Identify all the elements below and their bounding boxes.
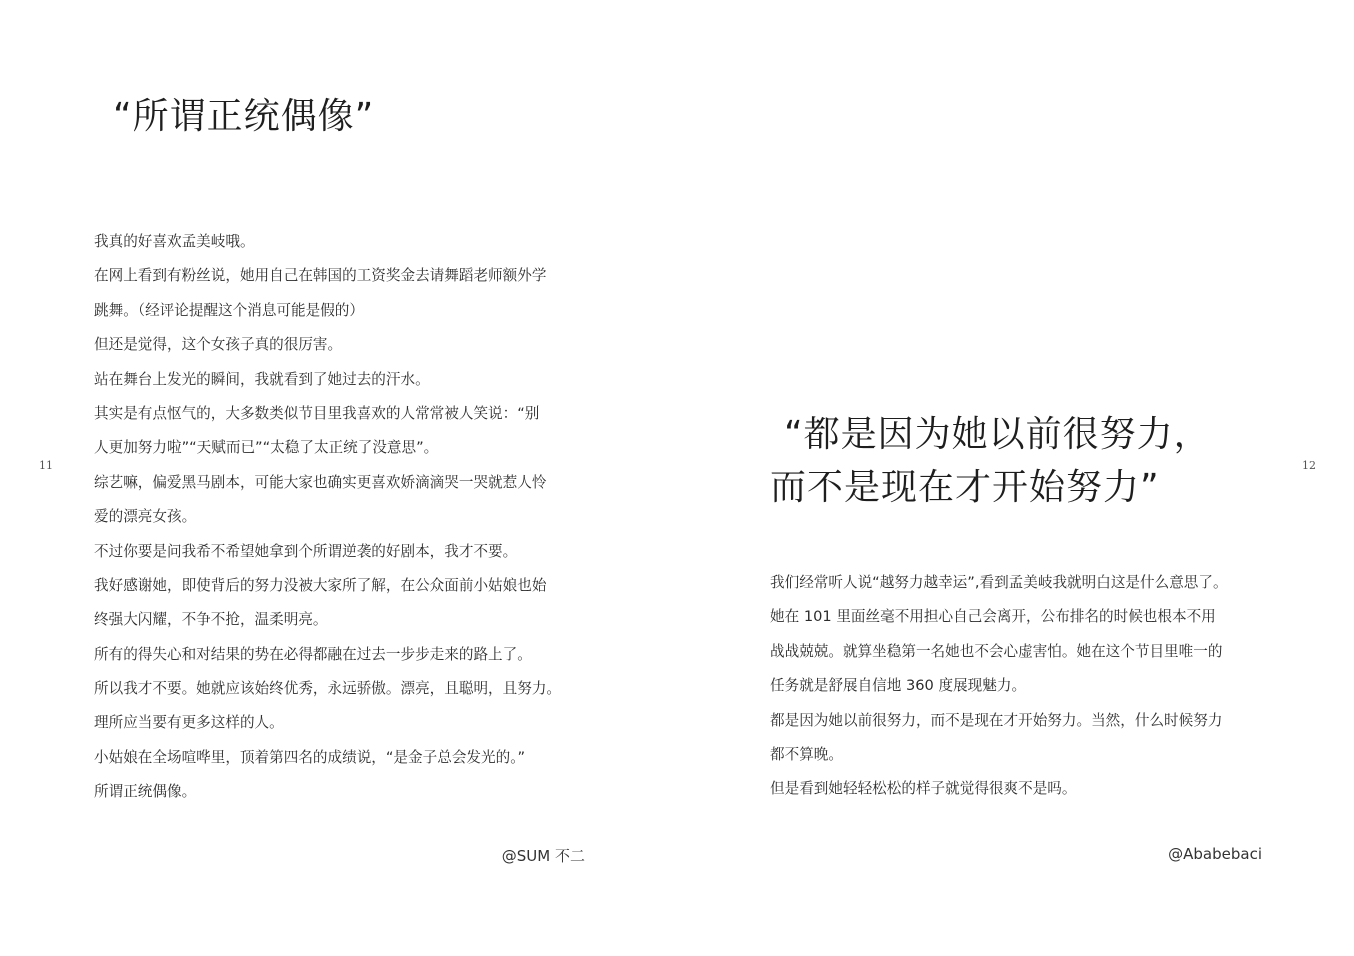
text-line: 理所应当要有更多这样的人。	[94, 714, 284, 732]
text-line: 综艺嘛，偏爱黑马剧本，可能大家也确实更喜欢娇滴滴哭一哭就惹人怜	[94, 473, 547, 491]
title-line: “都是因为她以前很努力，	[784, 414, 1211, 455]
text-line: 我好感谢她，即使背后的努力没被大家所了解，在公众面前小姑娘也始	[94, 576, 547, 594]
body-text	[94, 225, 594, 810]
text-line: 人更加努力啦”“天赋而已”“太稳了太正统了没意思”。	[94, 439, 439, 457]
text-line: 都是因为她以前很努力，而不是现在才开始努力。当然，什么时候努力	[770, 711, 1223, 729]
author-signature: @Ababebaci	[1168, 845, 1262, 863]
text-line: 所谓正统偶像。	[94, 783, 197, 801]
text-line: 其实是有点怄气的，大多数类似节目里我喜欢的人常常被人笑说：“别	[94, 404, 540, 422]
right-page	[677, 0, 1354, 956]
text-line: 但还是觉得，这个女孩子真的很厉害。	[94, 336, 343, 354]
text-line: 小姑娘在全场喧哗里，顶着第四名的成绩说，“是金子总会发光的。”	[94, 748, 526, 766]
text-line: 都不算晚。	[770, 745, 843, 763]
text-line: 不过你要是问我希不希望她拿到个所谓逆袭的好剧本，我才不要。	[94, 542, 518, 560]
text-line: 所以我才不要。她就应该始终优秀，永远骄傲。漂亮，且聪明，且努力。	[94, 680, 562, 698]
text-line: 所有的得失心和对结果的势在必得都融在过去一步步走来的路上了。	[94, 645, 532, 663]
body-text	[770, 566, 1270, 807]
page-number: 11	[39, 459, 53, 472]
text-line: 站在舞台上发光的瞬间，我就看到了她过去的汗水。	[94, 370, 430, 388]
author-signature: @SUM 不二	[501, 847, 585, 865]
text-line: 爱的漂亮女孩。	[94, 508, 197, 526]
text-line: 她在 101 里面丝毫不用担心自己会离开，公布排名的时候也根本不用	[770, 608, 1216, 626]
page-title: “所谓正统偶像”	[113, 96, 375, 137]
text-line: 跳舞。（经评论提醒这个消息可能是假的）	[94, 301, 364, 319]
text-line: 终强大闪耀，不争不抢，温柔明亮。	[94, 611, 328, 629]
page-number: 12	[1302, 459, 1316, 472]
text-line: 在网上看到有粉丝说，她用自己在韩国的工资奖金去请舞蹈老师额外学	[94, 267, 547, 285]
page-title	[770, 408, 1211, 514]
text-line: 但是看到她轻轻松松的样子就觉得很爽不是吗。	[770, 780, 1077, 798]
text-line: 战战兢兢。就算坐稳第一名她也不会心虚害怕。她在这个节目里唯一的	[770, 642, 1223, 660]
text-line: 我真的好喜欢孟美岐哦。	[94, 233, 255, 250]
text-line: 任务就是舒展自信地 360 度展现魅力。	[770, 677, 1027, 695]
title-line: 而不是现在才开始努力”	[770, 467, 1160, 508]
text-line: 我们经常听人说“越努力越幸运”,看到孟美岐我就明白这是什么意思了。	[770, 574, 1228, 591]
